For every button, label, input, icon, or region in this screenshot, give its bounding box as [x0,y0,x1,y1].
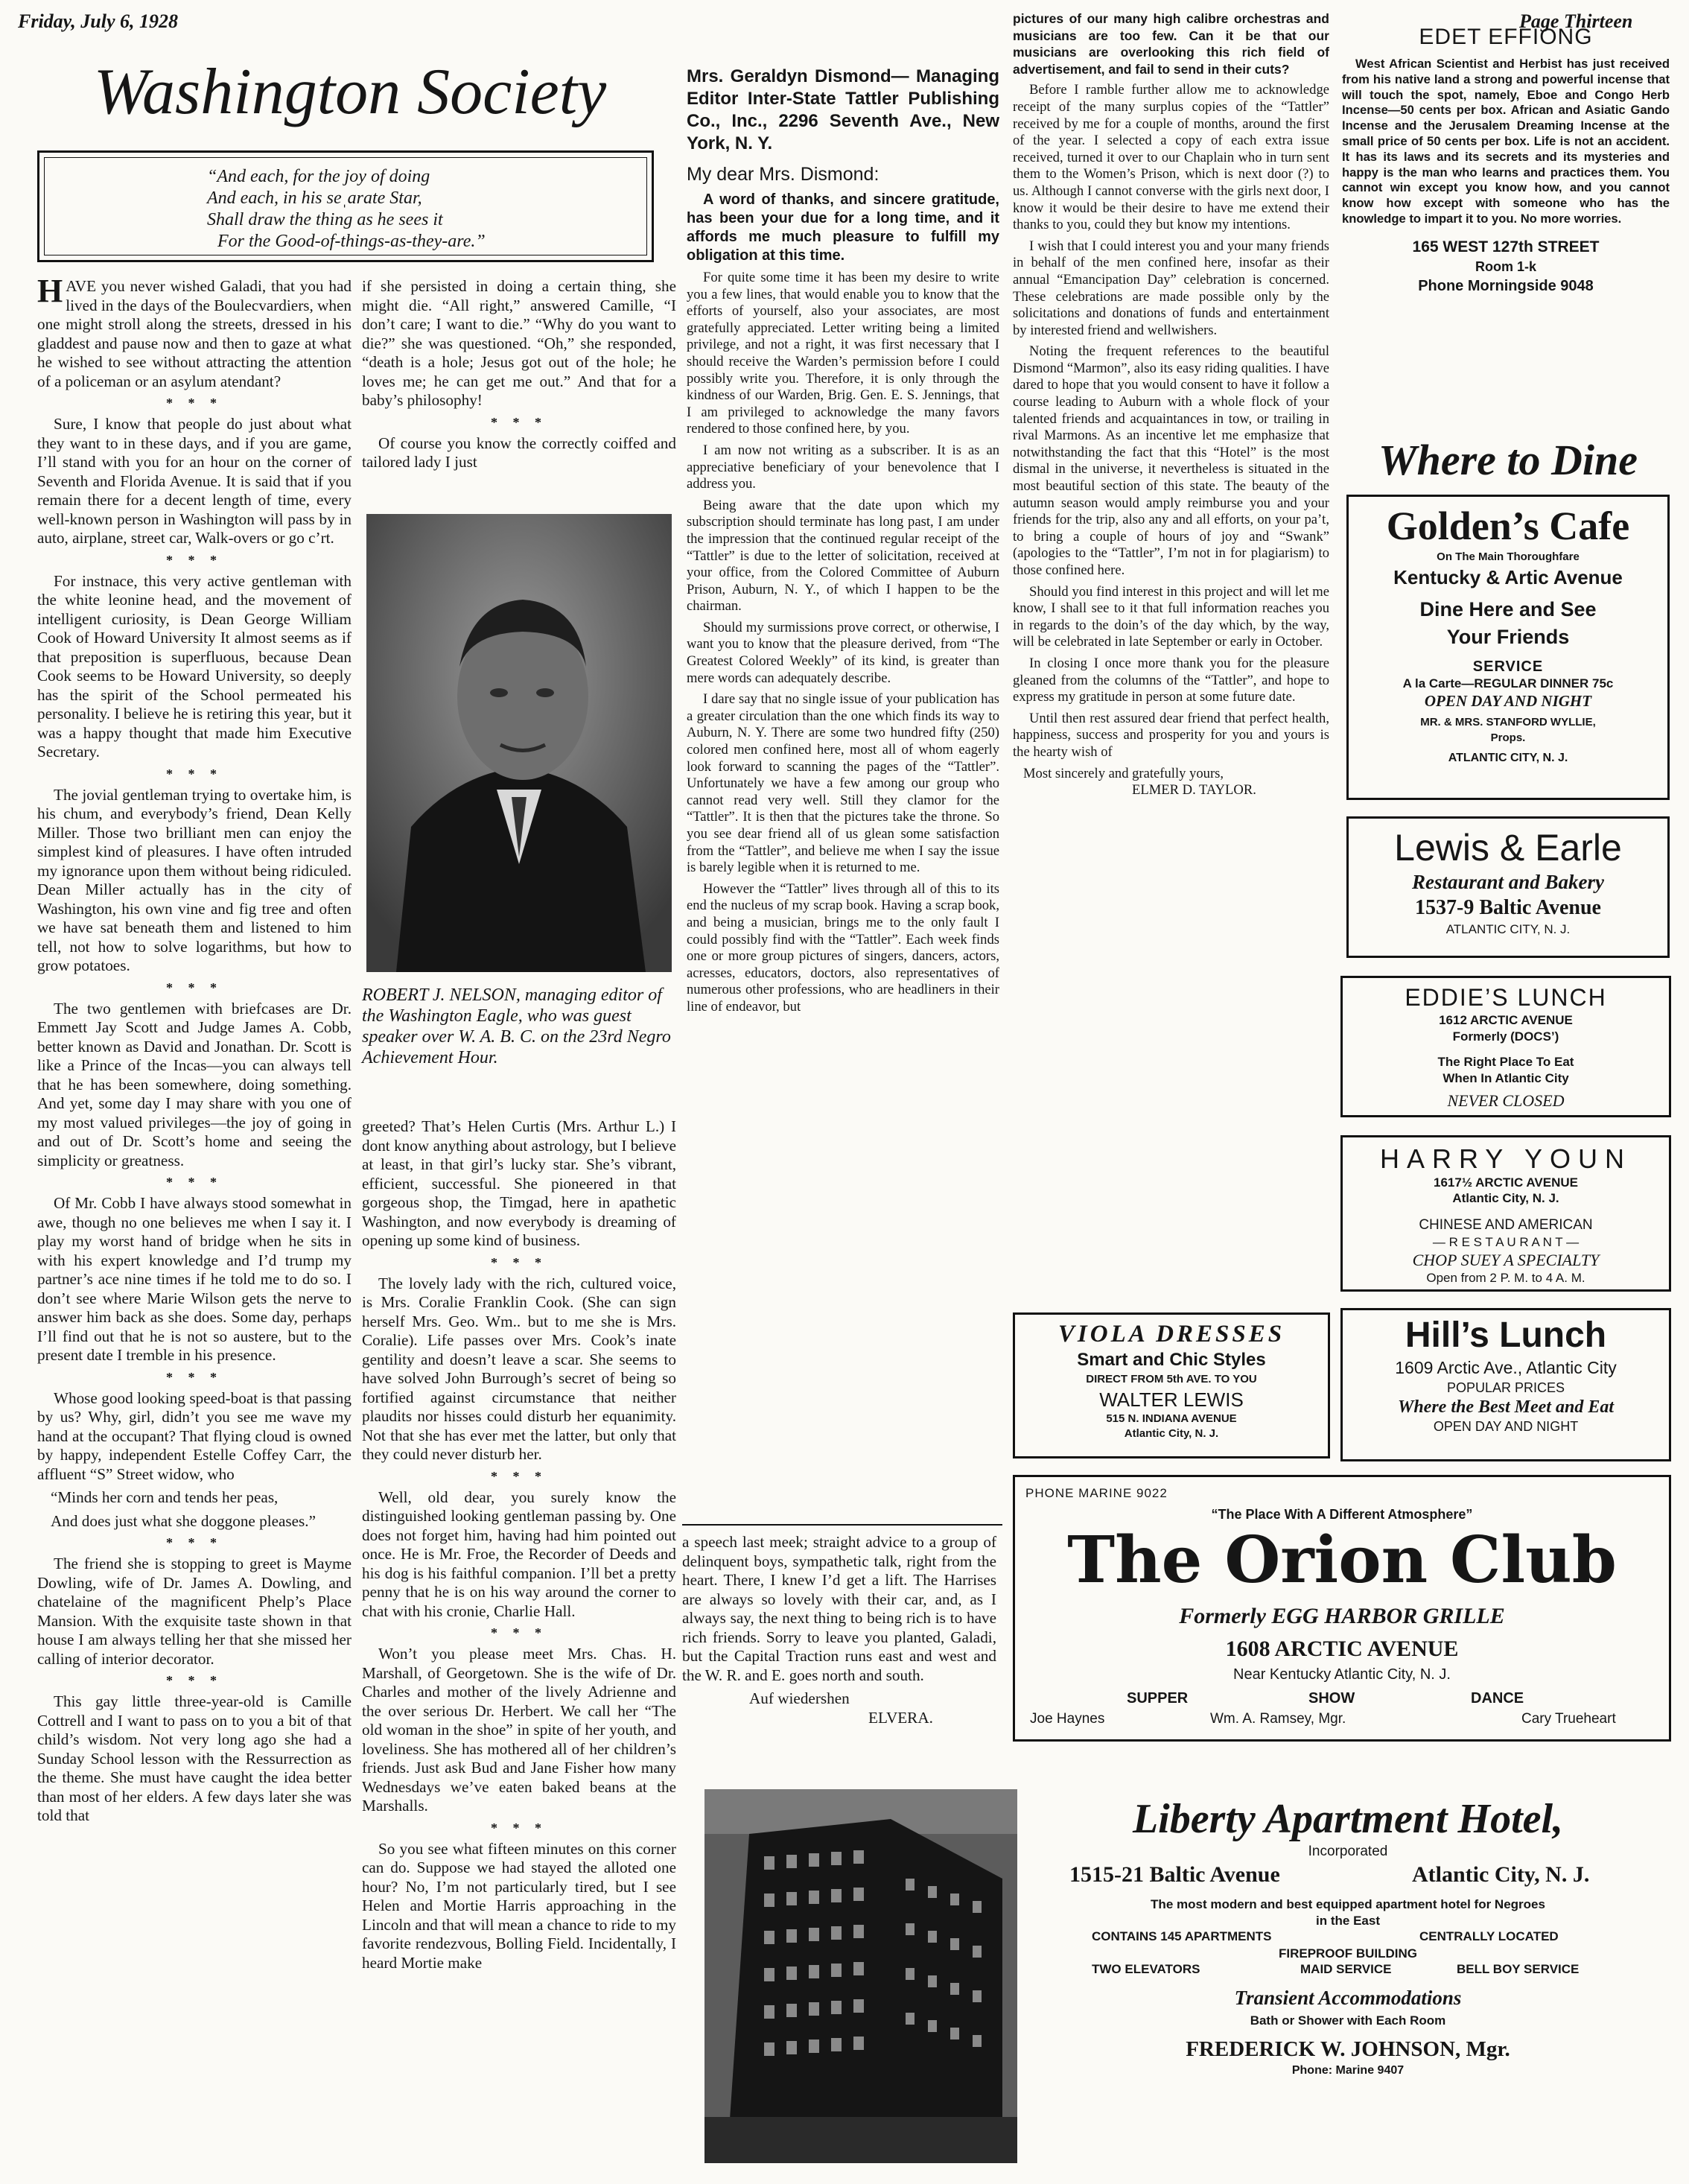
paragraph: Noting the frequent references to the beautiful Dismond “Marmon”, also its easy riding qualities. I have dared to hope that you would consent to have it follow a course leading to Auburn with a whole flock of your talented friends and acquaintances in tow, or trailing in rival Marmons. As an incentive let me emphasize that notwithstanding the fact that this “Hotel” is the most dismal in the universe, it nevertheless is situated in the most beautiful section of this state. The beauty of the autumn season would amply reimburse you and your friends for the trip, also any and all efforts, on your paʼt, to bring a couple of hours of joy and “Swank” (apologies to the “Tattler”, I’m not in for plagiarism) to those confined here. [1013,343,1329,578]
ad-line: 1609 Arctic Ave., Atlantic City [1395,1358,1617,1377]
ad-line: The most modern and best equipped apartment hotel for Negroes [1151,1897,1545,1911]
ad-line: ATLANTIC CITY, N. J. [1448,752,1568,764]
ad-phone: Phone Morningside 9048 [1418,277,1594,294]
portrait-photo [366,514,672,972]
ad-address: 165 WEST 127th STREET [1412,238,1600,255]
letter-lead: A word of thanks, and sincere gratitude, has been your due for a long time, and it affords me much pleasure to fulfill my obligation at this time. [687,191,999,264]
ad-line: SERVICE [1472,658,1544,675]
society-column-2-top [362,277,676,477]
ad-line: FIREPROOF BUILDING [1278,1946,1418,1961]
where-to-dine-heading: Where to Dine [1378,436,1638,484]
ad-room: Room 1-k [1475,258,1536,274]
ad-line: ATLANTIC CITY, N. J. [1445,922,1571,936]
ad-address: 1515-21 Baltic Avenue [1069,1862,1280,1887]
paragraph: The lovely lady with the rich, cultured voice, is Mrs. Coralie Franklin Cook. (She can sign herself Mrs. Geo. Wm.. but to me she is Mrs. Coralie). Life passes over Mrs. Cook’s inate gentility and doesn’t leave a scar. She seems to have solved John Burrough’s secret of being so fortified against circumstance that neither plaudits nor hisses could disturb her equanimity. Not that she has ever met the latter, but only that they could never disturb her. [362,1274,676,1463]
ad-phone: PHONE MARINE 9022 [1025,1486,1168,1500]
paragraph: I am now not writing as a subscriber. It is as an appreciative beneficiary of your benevolence that I address you. [687,442,999,492]
ad-line: Incorporated [1308,1844,1388,1859]
ad-line: Formerly (DOCS’) [1452,1029,1559,1044]
signature: ELVERA. [868,1708,933,1727]
ad-title: HARRY YOUN [1379,1143,1632,1174]
letter-salutation: My dear Mrs. Dismond: [687,164,880,185]
society-column-2-bottom [362,1117,676,1977]
paragraph: The two gentlemen with briefcases are Dr. Emmett Jay Scott and Judge James A. Cobb, better known as David and Jonathan. Dr. Scott is like a Prince of the Incas—you can always tell that he has been somewhere, doing something. And yet, some day I may share with you one of my most valued privileges—the joy of going in and out of Dr. Scott’s home and seeing the simplicity or greatness. [37,999,352,1169]
lewis-earle-ad [1346,816,1670,958]
orion-club-ad [1013,1475,1671,1742]
poem-line: For the Good-of-things-as-they-are.” [217,232,486,251]
page-number: Page Thirteen [1519,10,1633,32]
paragraph: This gay little three-year-old is Camille Cottrell and I want to pass on to you a bit of that child’s wisdom. Not very long ago she had a Sunday School lesson with the Ressurrection as the theme. She must have caught the idea better than most of her elders. A few days later she was told that [37,1692,352,1824]
poem-line: “And each, for the joy of doing [207,167,430,186]
ad-line: NEVER CLOSED [1447,1091,1565,1110]
ad-title: Liberty Apartment Hotel, [1132,1796,1564,1842]
separator: * * * [491,1820,547,1835]
verse-line: And does just what she doggone pleases.” [51,1511,316,1530]
society-column-3-bottom [682,1533,996,1727]
separator: * * * [166,1369,223,1385]
ad-line: MR. & MRS. STANFORD WYLLIE, [1420,716,1596,728]
goldens-cafe-ad [1346,495,1670,800]
ad-line: On The Main Thoroughfare [1437,550,1580,563]
ad-line: BELL BOY SERVICE [1457,1962,1580,1976]
letter-column-continued [1013,10,1329,799]
ad-label: DANCE [1471,1690,1524,1707]
ad-line: Smart and Chic Styles [1077,1350,1266,1370]
paragraph: if she persisted in doing a certain thing, she might die. “All right,” answered Camille, “I don’t care; I want to die.” “Why do you want to die?” she was questioned. “Oh,” she responded, “death is a hole; Jesus got out of the hole; he loves me; he can get me out.” And that for a baby’s philosophy! [362,277,676,409]
paragraph: Well, old dear, you surely know the distinguished looking gentleman passing by. One does not forget him, having had him pointed out once. He is Mr. Froe, the Recorder of Deeds and his dog is his faithful companion. I’ll bet a pretty penny that he is on his way around the corner to chat with his cronie, Charlie Hall. [362,1488,676,1620]
ad-line: in the East [1316,1914,1380,1928]
photo-caption: ROBERT J. NELSON, managing editor of the Washington Eagle, who was guest speaker over W. A. B. C. on the 23rd Negro Achievement Hour. [362,985,671,1067]
ad-title: VIOLA DRESSES [1057,1321,1285,1347]
hotel-building-photo [704,1789,1017,2163]
paragraph: Until then rest assured dear friend that perfect health, happiness, success and prosperity for you and yours is the hearty wish of [1013,710,1329,760]
ad-line: Atlantic City, N. J. [1452,1191,1559,1205]
paragraph: Won’t you please meet Mrs. Chas. H. Marshall, of Georgetown. She is the wife of Dr. Charles and mother of the lively Adrienne and the over serious Dr. Herbert. We call her “The old woman in the shoe” in spite of her youth, and loveliness. She has mothered all of her children’s friends. Just ask Bud and Jane Fisher how many Wednesdays we’ve eaten baked beans at the Marshalls. [362,1645,676,1815]
paragraph: Before I ramble further allow me to acknowledge receipt of the many surplus copies of the “Tattler” received by me for a couple of months, around the first of the year. I selected a copy of each extra issue received, turned it over to our Chaplain who in turn sent them to the Women’s Prison, which is next door (?) to us. Although I cannot converse with the girls next door, I know it would be their desire to have me extend their thanks to you, could they but know my intentions. [1013,82,1329,233]
ad-line: 1617½ ARCTIC AVENUE [1434,1175,1578,1190]
paragraph: So you see what fifteen minutes on this corner can do. Suppose we had stayed the alloted one hour? No, I’m not particularly tired, but I see Helen and Mortie Harris approaching in the Lincoln and that will mean a chance to ride to my favorite rendezvous, Bolling Field. Incidentally, I heard Mortie make [362,1839,676,1972]
ad-title: Hill’s Lunch [1405,1315,1607,1355]
ad-line: CENTRALLY LOCATED [1419,1929,1559,1943]
paragraph: The jovial gentleman trying to overtake him, is his chum, and everybody’s friend, Dean Kelly Miller. Those two brilliant men can enjoy the simplest kind of pleasures. I have often intruded my ignorance upon them without being ridiculed. Dean Miller actually has in the city of Washington, his own vine and fig tree and often we have sat beneath them and listened to him tell, not how to solve logarithms, but how to grow potatoes. [37,785,352,974]
paragraph: For quite some time it has been my desire to write you a few lines, that would enable you to know that the efforts of yourself, also your associates, are most gratefully appreciated. Letter writing being a limited privilege, and not a right, it was first necessary that I should receive the Warden’s permission before I could possibly write you. Therefore, it is only through the kindness of our Warden, Brig. Gen. E. S. Jennings, that I am privileged to acknowledge the many favors rendered to those confined here, by you. [687,270,999,437]
ad-line: — R E S T A U R A N T — [1432,1235,1580,1249]
paragraph: Should you find interest in this project and will let me know, I shall see to it that full information reaches you in regards to the doin’s of the day which, by the way, will be celebrated in late September or early in October. [1013,583,1329,650]
separator: * * * [166,396,223,410]
signoff: Auf wiedershen [749,1689,850,1707]
edet-effiong-ad [1342,24,1670,296]
harry-youn-ad [1340,1135,1671,1292]
ad-line: Formerly EGG HARBOR GRILLE [1179,1604,1505,1628]
drop-cap: H [37,273,63,309]
hills-lunch-ad [1340,1308,1671,1461]
paragraph: I wish that I could interest you and your many friends in behalf of the men confined here, insofar as their annual “Emancipation Day” celebration is concerned. These celebrations are made possible only by the solicitations and donations of funds and entertainment by interested friend and wellwishers. [1013,238,1329,338]
ad-line: Restaurant and Bakery [1411,871,1605,893]
paragraph: Whose good looking speed-boat is that passing by us? Why, girl, didn’t you see me wave my hand at the occupant? That flying cloud is owned by happy, independent Estelle Coffey Carr, the affluent “S” Street widow, who [37,1388,352,1483]
separator: * * * [491,414,547,430]
ad-title: Golden’s Cafe [1386,504,1630,548]
ad-phone: Phone: Marine 9407 [1291,2064,1405,2077]
paragraph: greeted? That’s Helen Curtis (Mrs. Arthur L.) I dont know anything about astrology, but I believe at least, in that girl’s lucky star. She’s vibrant, efficient, successful. She pioneered in that gorgeous shop, the Timgad, here in apathetic Washington, and now everybody is dreaming of opening up some kind of business. [362,1117,676,1249]
paragraph: For instnace, this very active gentleman with the white leonine head, and the movement of intelligent curiosity, is Dean George William Cook of Howard University It almost seems as if that preposition is superfluous, because Dean Cook seems to be Howard University, so deeply has the spirit of the School permeated his personality. I believe he is retiring this year, but it was a happy thought that made him Executive Secretary. [37,571,352,761]
ad-line: Props. [1490,731,1526,744]
letter-signature: ELMER D. TAYLOR. [1132,782,1256,799]
ad-line: Bath or Shower with Each Room [1250,2013,1446,2028]
ad-line: Near Kentucky Atlantic City, N. J. [1233,1666,1451,1683]
ad-label: SUPPER [1127,1690,1189,1707]
paragraph: However the “Tattler” lives through all of this to its end the nucleus of my scrap book. Having a scrap book, and being a musician, brings me to the only fault I could possibly find with the “Tattler”. Each week finds one or more group pictures of singers, dancers, actors, acresses, educators, doctors, also representatives of numerous other professions, who are headliners in their line of endeavor, but [687,880,999,1015]
ad-person: Cary Trueheart [1521,1711,1616,1727]
ad-line: Your Friends [1446,626,1570,648]
paragraph: Being aware that the date upon which my subscription should terminate has long past, I am under the impression that the continued regular receipt of the “Tattler” is due to the letter of solicitation, received at your office, from the Colored Committee of Auburn Prison, Auburn, N. Y., of which I happen to be the chairman. [687,497,999,615]
poem-line: Shall draw the thing as he sees it [207,210,443,229]
ad-line: Kentucky & Artic Avenue [1393,566,1623,588]
paragraph: In closing I once more thank you for the pleasure gleaned from the columns of the “Tattler”, and hope to express my gratitude in person at some future date. [1013,655,1329,705]
column-title: Washington Society [93,56,607,128]
letter-closing: Most sincerely and gratefully yours, [1023,765,1224,781]
paragraph: Of Mr. Cobb I have always stood somewhat in awe, though no one believes me when I say it. I play my worst hand of bridge when he sits in with his expert knowledge and I’d trump my partner’s ace nine times if he told me to do so. I don’t see where Marie Wilson gets the nerve to answer him back as she does. Some day, perhaps I’ll find out that he is not so austere, but to the present date I tremble in his presence. [37,1194,352,1364]
ad-city: Atlantic City, N. J. [1412,1862,1590,1887]
ad-line: WALTER LEWIS [1099,1388,1244,1411]
ad-line: CONTAINS 145 APARTMENTS [1092,1929,1272,1943]
ad-body: West African Scientist and Herbist has just received from his native land a strong and powerful incense that will touch the spot, namely, Eboe and Congo Herb Incense—50 cents per box. African and Asiatic Gando Incense and the Jerusalem Dreaming Incense at the small price of 50 cents per box. Life is not an accident. It has its laws and its secrets and its mysteries and happy is the man who learns and practices them. You cannot win except you know how, and you cannot know how except with someone who has the knowledge to impart it to you. No more worries. [1342,57,1670,226]
separator: * * * [491,1254,547,1270]
separator: * * * [166,980,223,995]
ad-line: POPULAR PRICES [1446,1380,1565,1395]
ad-label: SHOW [1308,1690,1355,1707]
ad-line: 1537-9 Baltic Avenue [1415,896,1601,919]
ad-title: The Orion Club [1067,1523,1617,1598]
verse-line: “Minds her corn and tends her peas, [51,1488,279,1506]
ad-address: 1608 ARCTIC AVENUE [1225,1637,1459,1661]
separator: * * * [166,1535,223,1550]
liberty-hotel-ad [1025,1795,1671,2078]
ad-line: A la Carte—REGULAR DINNER 75c [1402,676,1614,691]
ad-line: Atlantic City, N. J. [1124,1427,1219,1440]
portrait-image [366,514,672,972]
paragraph: Should my surmissions prove correct, or otherwise, I want you to know that the pleasure derived, from “The Greatest Colored Weekly” of its kind, is greater than mere words can adequately describe. [687,619,999,686]
ad-line: Where the Best Meet and Eat [1397,1397,1614,1417]
issue-date: Friday, July 6, 1928 [18,10,178,32]
ad-line: 515 N. INDIANA AVENUE [1106,1412,1237,1425]
ad-line: TWO ELEVATORS [1092,1962,1200,1976]
ad-line: 1612 ARCTIC AVENUE [1439,1013,1573,1027]
paragraph: AVE you never wished Galadi, that you had lived in the days of the Boulecvardiers, when one might stroll along the streets, dressed in his gladdest and pause now and then to gaze at what he wished to see without attracting the attention of a policeman or an asylum atendant? [37,277,352,390]
paragraph: a speech last meek; straight advice to a group of delinquent boys, sympathetic talk, right from the heart. There, I knew I’d get a lift. The Harrises are always so lovely with their car, and, as I always say, the next thing to being rich is to have rich friends. Sorry to leave you planted, Galadi, but the Capital Traction runs east and west and the W. R. and E. goes north and south. [682,1533,996,1684]
ad-person: Wm. A. Ramsey, Mgr. [1210,1711,1346,1727]
ad-line: The Right Place To Eat [1437,1055,1574,1069]
ad-title: EDET EFFIONG [1419,25,1593,49]
separator: * * * [491,1625,547,1640]
separator: * * * [166,766,223,781]
ad-line: DIRECT FROM 5th AVE. TO YOU [1086,1373,1257,1385]
ad-title: Lewis & Earle [1394,827,1622,869]
ad-line: OPEN DAY AND NIGHT [1424,692,1592,710]
paragraph: Of course you know the correctly coiffed and tailored lady I just [362,434,676,471]
ad-manager: FREDERICK W. JOHNSON, Mgr. [1186,2037,1510,2061]
eddies-lunch-ad [1340,976,1671,1117]
building-image [704,1789,1017,2163]
poem-line: And each, in his seˌarate Star, [207,188,422,208]
column-rule [682,1524,1002,1526]
ad-line: CHOP SUEY A SPECIALTY [1412,1251,1600,1269]
poem-box [37,150,654,262]
viola-dresses-ad [1013,1312,1330,1458]
paragraph: pictures of our many high calibre orchestras and musicians are too few. Can it be that our musicians are overlooking this rich field of advertisement, and fail to send in their cuts? [1013,11,1329,77]
letter-column [687,66,999,1020]
paragraph: Sure, I know that people do just about what they want to in these days, and if you are game, I’ll stand with you for an hour on the corner of Seventh and Florida Avenue. It is said that if you remain there for a decent length of time, every well-known person in Washington will pass by in auto, airplane, street car, Walk-overs or go c’rt. [37,415,352,547]
ad-line: OPEN DAY AND NIGHT [1433,1419,1579,1434]
society-column-1 [37,273,352,1830]
ad-line: Dine Here and See [1419,598,1597,620]
ad-line: Transient Accommodations [1234,1987,1462,2009]
ad-line: MAID SERVICE [1300,1962,1392,1976]
ad-line: When In Atlantic City [1443,1071,1569,1085]
separator: * * * [166,1175,223,1190]
letter-addressee: Mrs. Geraldyn Dismond— Managing Editor Inter-State Tattler Publishing Co., Inc., 2296 Seventh Ave., New York, N. Y. [687,66,999,153]
separator: * * * [166,552,223,568]
separator: * * * [166,1673,223,1688]
paragraph: I dare say that no single issue of your publication has a greater circulation than the one which finds its way to Auburn, N. Y. There are some two hundred fifty (250) colored men confined here, most all of whom eagerly look forward to scanning the pages of the “Tattler”. Unfortunately we have a few among our group who cannot read very well. Still they clamor for the “Tattler”. It is then that the pictures take the throne. So you see dear friend all of us glean some satisfaction from the “Tattler”, and believe me when I say the issue is barely legible when it is returned to me. [687,691,999,876]
separator: * * * [491,1468,547,1484]
ad-line: CHINESE AND AMERICAN [1419,1217,1593,1233]
paragraph: The friend she is stopping to greet is Mayme Dowling, wife of Dr. James A. Dowling, and chatelaine of the magnificent Phelp’s Place Mansion. With the exquisite taste shown in that house I am always telling her that she missed her calling of interior decorator. [37,1555,352,1668]
ad-line: Open from 2 P. M. to 4 A. M. [1426,1271,1585,1285]
ad-title: EDDIE’S LUNCH [1405,984,1607,1011]
ad-tagline: “The Place With A Different Atmosphere” [1211,1507,1473,1522]
ad-person: Joe Haynes [1030,1711,1105,1727]
